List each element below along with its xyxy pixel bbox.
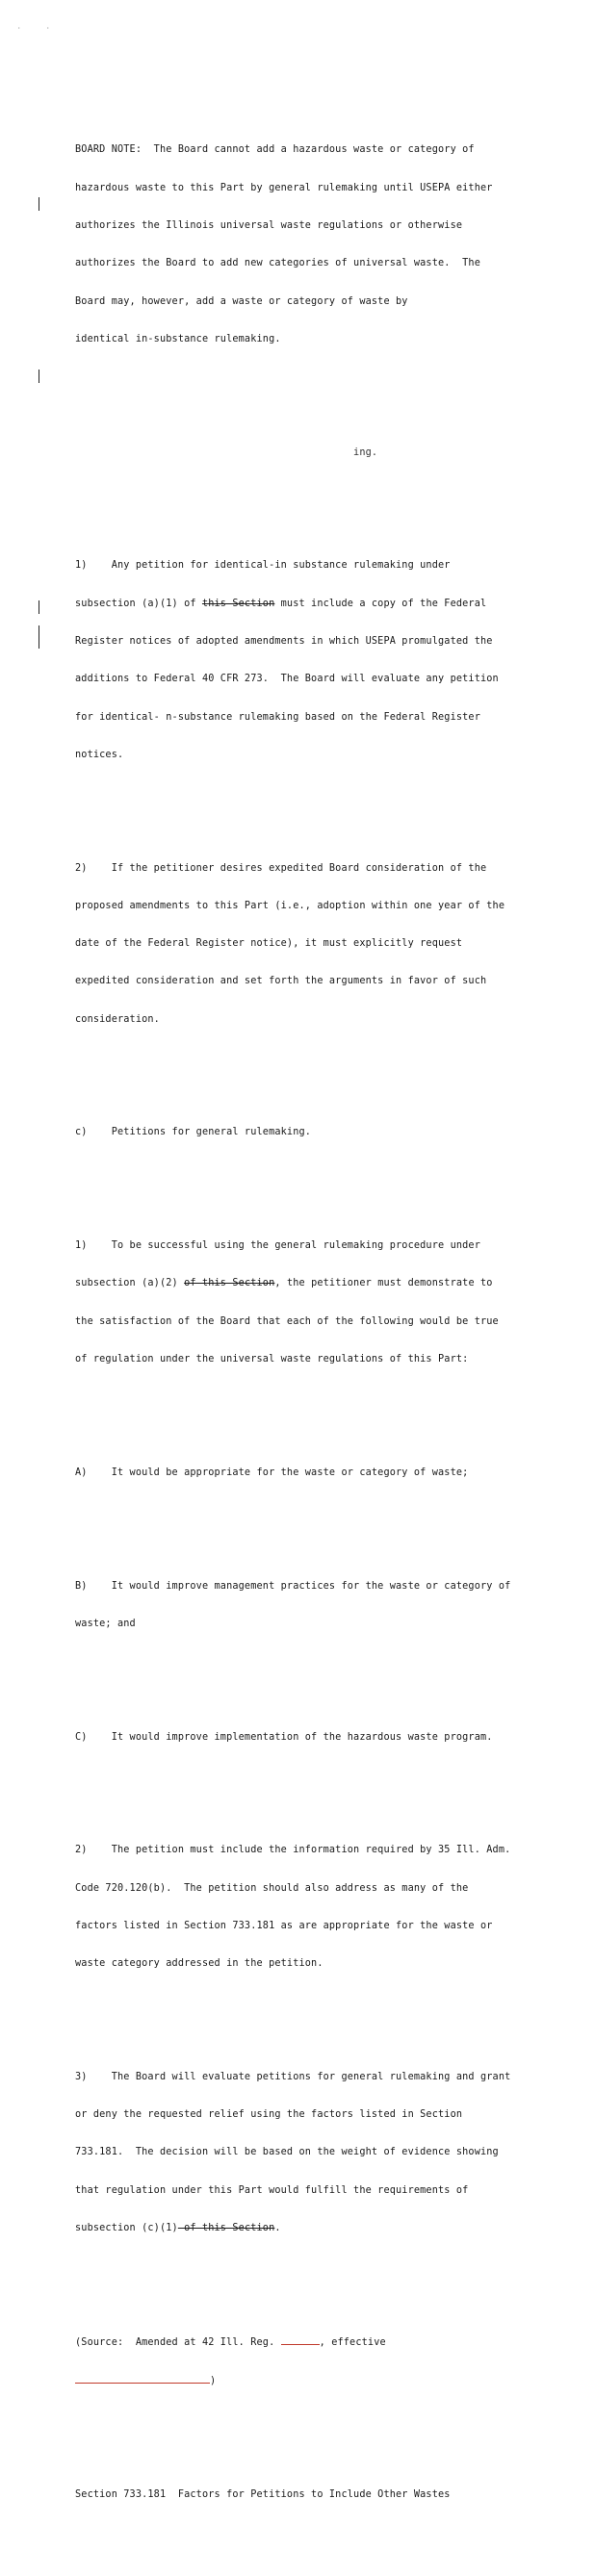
- source-line: [75, 2374, 520, 2387]
- section-heading: [75, 2463, 520, 2526]
- text-run: subsection (a)(2): [75, 1278, 185, 1289]
- heading-line: Section 733.181 Factors for Petitions to Include Other Wastes: [75, 2488, 451, 2500]
- paragraph-line: notices.: [75, 749, 124, 760]
- item-b: [75, 1554, 520, 1655]
- paragraph-c2: [75, 1819, 520, 1995]
- board-note-line: authorizes the Illinois universal waste regulations or otherwise: [75, 220, 463, 232]
- paragraph-line: 2) If the petitioner desires expedited Board consideration of the: [75, 862, 487, 874]
- text-run: subsection (c)(1): [75, 2223, 178, 2233]
- board-note-line: identical in-substance rulemaking.: [75, 333, 281, 344]
- paragraph-line: that regulation under this Part would fulfill the requirements of: [75, 2184, 469, 2196]
- text-run: must include a copy of the Federal: [274, 598, 487, 609]
- paragraph-line: of regulation under the universal waste regulations of this Part:: [75, 1354, 469, 1365]
- paragraph-line: Code 720.120(b). The petition should also address as many of the: [75, 1882, 469, 1894]
- paragraph-line: B) It would improve management practices for the waste or category of: [75, 1580, 511, 1592]
- scan-mark: ·: [46, 25, 50, 32]
- paragraph-line: A) It would be appropriate for the waste or category of waste;: [75, 1467, 469, 1478]
- paragraph-line: [75, 2222, 520, 2234]
- document-body: [75, 81, 520, 2576]
- paragraph-line: factors listed in Section 733.181 as are appropriate for the waste or: [75, 1920, 493, 1931]
- paragraph-line: Register notices of adopted amendments in which USEPA promulgated the: [75, 635, 493, 647]
- paragraph-line: 733.181. The decision will be based on the weight of evidence showing: [75, 2147, 499, 2158]
- blank-field: [281, 2335, 320, 2345]
- scan-mark: ·: [17, 25, 21, 32]
- source-note: [75, 2310, 520, 2413]
- paragraph-line: waste; and: [75, 1618, 136, 1629]
- paragraph-line: 1) Any petition for identical-in substance rulemaking under: [75, 560, 451, 572]
- paragraph-line: expedited consideration and set forth the arguments in favor of such: [75, 976, 487, 987]
- text-run: (Source: Amended at 42 Ill. Reg.: [75, 2336, 281, 2348]
- faint-line-text: ing.: [75, 446, 378, 458]
- board-note-line: authorizes the Board to add new categories of universal waste. The: [75, 258, 480, 269]
- deleted-text: of this Section: [184, 1278, 275, 1289]
- paragraph-line: for identical- n-substance rulemaking based on the Federal Register: [75, 711, 480, 723]
- faint-heading-line: [75, 421, 520, 483]
- text-run: , effective: [319, 2336, 386, 2348]
- deleted-text: of this Section: [177, 2223, 275, 2233]
- paragraph-line: or deny the requested relief using the factors listed in Section: [75, 2109, 463, 2121]
- paragraph-line: [75, 598, 520, 610]
- paragraph-line: waste category addressed in the petition.: [75, 1958, 323, 1970]
- text-run: ): [210, 2376, 217, 2387]
- paragraph-c3: [75, 2046, 520, 2260]
- blank-field: [75, 2374, 210, 2384]
- paragraph-line: 2) The petition must include the information required by 35 Ill. Adm.: [75, 1845, 511, 1856]
- paragraph-line: [75, 1277, 520, 1289]
- board-note: [75, 118, 520, 370]
- text-run: , the petitioner must demonstrate to: [274, 1278, 493, 1289]
- paragraph-line: additions to Federal 40 CFR 273. The Board will evaluate any petition: [75, 674, 499, 685]
- paragraph-c1: [75, 1214, 520, 1390]
- paragraph-line: 3) The Board will evaluate petitions for general rulemaking and grant: [75, 2071, 511, 2082]
- board-note-line: Board may, however, add a waste or category of waste by: [75, 295, 408, 307]
- heading-line: c) Petitions for general rulemaking.: [75, 1127, 312, 1138]
- text-run: .: [274, 2223, 281, 2233]
- board-note-line: BOARD NOTE: The Board cannot add a hazardous waste or category of: [75, 144, 475, 156]
- subsection-c-heading: [75, 1101, 520, 1163]
- board-note-line: hazardous waste to this Part by general rulemaking until USEPA either: [75, 182, 493, 193]
- paragraph-line: C) It would improve implementation of the hazardous waste program.: [75, 1731, 493, 1743]
- paragraph-b1: [75, 534, 520, 786]
- paragraph-line: consideration.: [75, 1013, 160, 1025]
- paragraph-line: 1) To be successful using the general rulemaking procedure under: [75, 1240, 480, 1252]
- paragraph-line: the satisfaction of the Board that each of the following would be true: [75, 1315, 499, 1327]
- text-run: subsection (a)(1) of: [75, 598, 202, 609]
- paragraph-line: date of the Federal Register notice), it must explicitly request: [75, 938, 463, 950]
- paragraph-b2: [75, 836, 520, 1051]
- item-c: [75, 1705, 520, 1768]
- source-line: [75, 2335, 520, 2349]
- deleted-text: this Section: [201, 598, 275, 609]
- item-a: [75, 1441, 520, 1504]
- paragraph-line: proposed amendments to this Part (i.e., adoption within one year of the: [75, 900, 505, 911]
